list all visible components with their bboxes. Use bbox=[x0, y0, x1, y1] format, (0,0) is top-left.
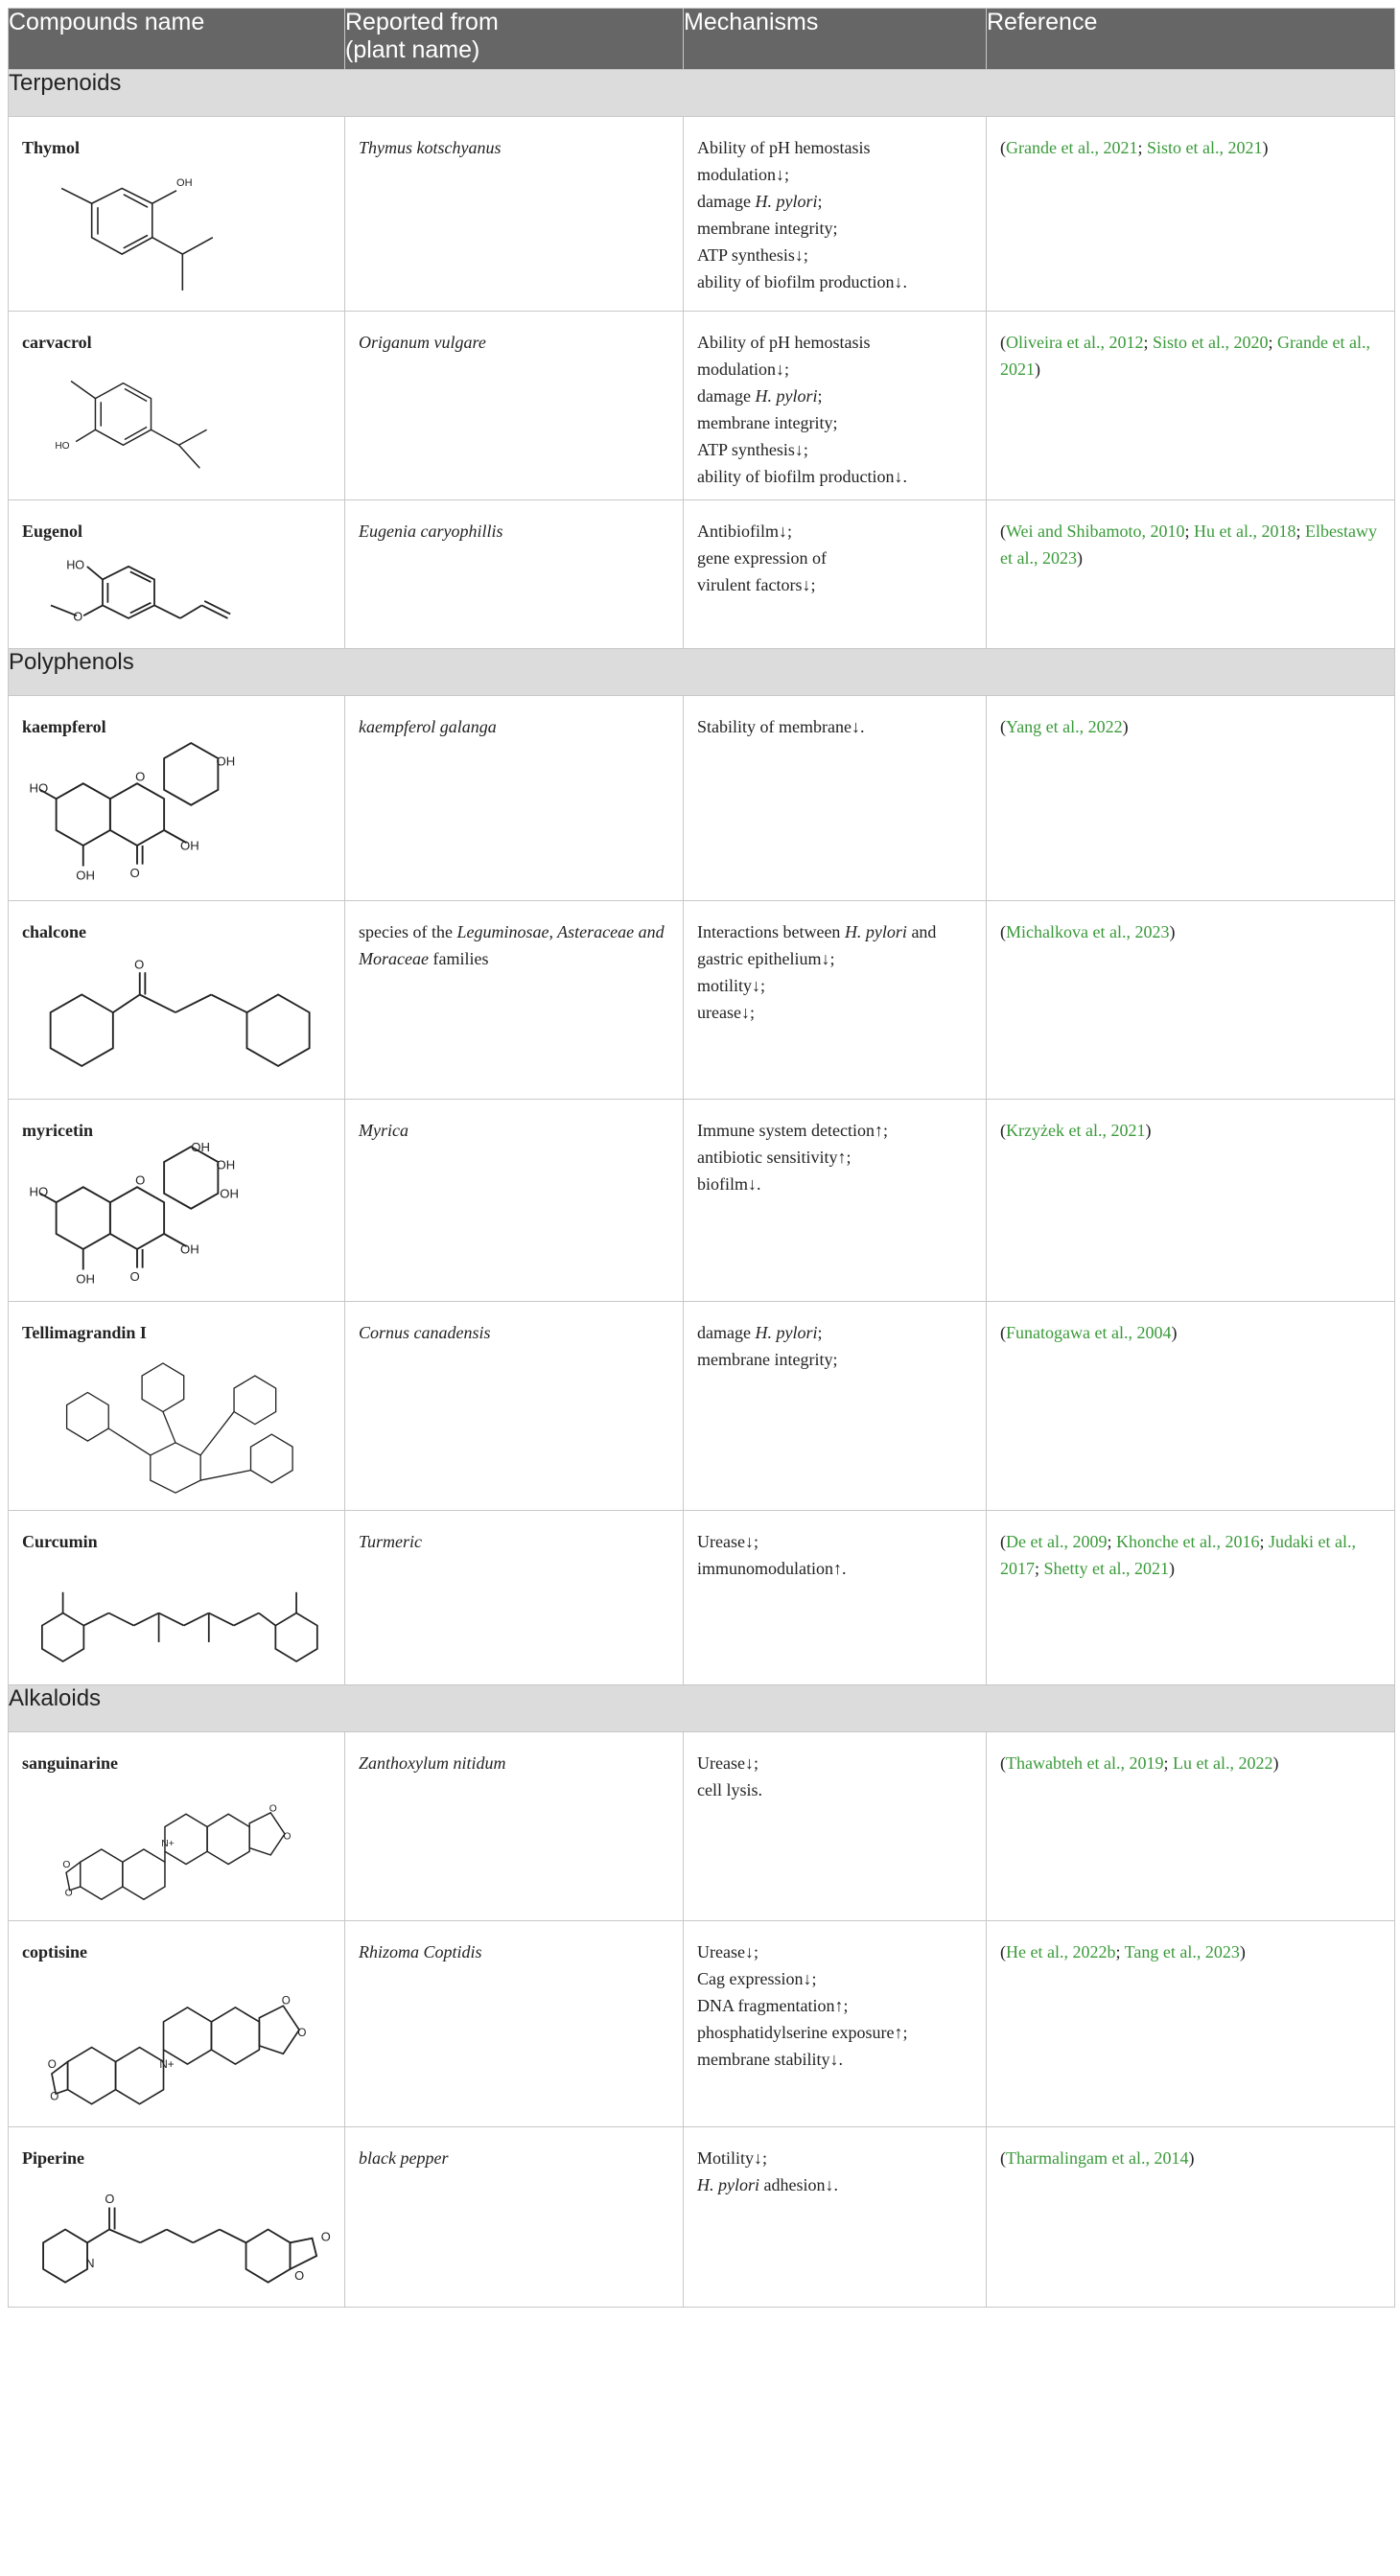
header-row bbox=[9, 9, 1395, 70]
reference-cell: (Krzyżek et al., 2021) bbox=[987, 1100, 1395, 1302]
compound-name: Tellimagrandin I bbox=[22, 1323, 147, 1342]
plant-cell: Rhizoma Coptidis bbox=[345, 1921, 684, 2127]
svg-text:HO: HO bbox=[29, 1184, 49, 1199]
reference-link[interactable]: Grande et al., 2021 bbox=[1006, 138, 1138, 157]
mechanisms-cell bbox=[684, 117, 987, 312]
mechanisms-cell bbox=[684, 1100, 987, 1302]
compound-name: Thymol bbox=[22, 138, 81, 157]
reference-link[interactable]: Krzyżek et al., 2021 bbox=[1006, 1121, 1146, 1140]
mechanisms-cell bbox=[684, 696, 987, 901]
compound-name: Eugenol bbox=[22, 522, 83, 541]
compound-cell bbox=[9, 2127, 345, 2308]
table-row bbox=[9, 2127, 1395, 2308]
mechanisms-cell bbox=[684, 1302, 987, 1511]
svg-text:OH: OH bbox=[180, 1242, 199, 1257]
mechanism-line: Urease↓; bbox=[697, 1532, 758, 1551]
svg-text:O: O bbox=[320, 2229, 331, 2244]
compound-name: sanguinarine bbox=[22, 1753, 119, 1773]
table-row bbox=[9, 901, 1395, 1100]
reference-link[interactable]: Khonche et al., 2016 bbox=[1115, 1532, 1260, 1551]
plant-cell: Thymus kotschyanus bbox=[345, 117, 684, 312]
table-row bbox=[9, 1302, 1395, 1511]
reference-link[interactable]: Yang et al., 2022 bbox=[1006, 717, 1123, 736]
table-row bbox=[9, 1511, 1395, 1685]
table-row bbox=[9, 500, 1395, 649]
piperine-structure-icon bbox=[22, 2175, 329, 2295]
svg-text:O: O bbox=[283, 1831, 292, 1843]
reference-cell: (Wei and Shibamoto, 2010; Hu et al., 2018; Elbestawy et al., 2023) bbox=[987, 500, 1395, 649]
mechanism-line: immunomodulation↑. bbox=[697, 1559, 847, 1578]
header-reference: Reference bbox=[987, 9, 1395, 70]
mechanism-line: gene expression of bbox=[697, 548, 827, 568]
mechanism-line: membrane stability↓. bbox=[697, 2050, 843, 2069]
plant-cell: black pepper bbox=[345, 2127, 684, 2308]
reference-link[interactable]: Elbestawy et al., 2023 bbox=[1000, 522, 1378, 568]
reference-link[interactable]: Grande et al., 2021 bbox=[1000, 333, 1370, 379]
mechanism-line: ATP synthesis↓; bbox=[697, 245, 808, 265]
mechanism-line: virulent factors↓; bbox=[697, 575, 816, 594]
reference-link[interactable]: He et al., 2022b bbox=[1006, 1942, 1116, 1961]
reference-link[interactable]: Hu et al., 2018 bbox=[1194, 522, 1296, 541]
mechanism-line: motility↓; bbox=[697, 976, 766, 995]
reference-cell: (De et al., 2009; Khonche et al., 2016; Judaki et al., 2017; Shetty et al., 2021) bbox=[987, 1511, 1395, 1685]
mechanism-line: DNA fragmentation↑; bbox=[697, 1996, 849, 2015]
svg-text:O: O bbox=[73, 610, 83, 624]
reference-link[interactable]: Sisto et al., 2020 bbox=[1152, 333, 1269, 352]
mechanism-line: urease↓; bbox=[697, 1003, 755, 1022]
svg-text:OH: OH bbox=[76, 868, 95, 883]
reference-link[interactable]: Sisto et al., 2021 bbox=[1146, 138, 1263, 157]
mechanisms-cell bbox=[684, 312, 987, 500]
mechanism-line: ability of biofilm production↓. bbox=[697, 467, 907, 486]
mechanisms-cell bbox=[684, 1732, 987, 1921]
section-header-row bbox=[9, 1685, 1395, 1732]
mechanisms-cell bbox=[684, 500, 987, 649]
mechanism-line: damage H. pylori; bbox=[697, 1323, 823, 1342]
mechanism-line: Urease↓; bbox=[697, 1753, 758, 1773]
svg-text:O: O bbox=[129, 1268, 140, 1284]
compound-cell bbox=[9, 312, 345, 500]
mechanism-line: Cag expression↓; bbox=[697, 1969, 817, 1988]
myricetin-structure-icon bbox=[22, 1139, 252, 1291]
plant-cell: Cornus canadensis bbox=[345, 1302, 684, 1511]
reference-cell: (Grande et al., 2021; Sisto et al., 2021) bbox=[987, 117, 1395, 312]
svg-text:N: N bbox=[85, 2256, 95, 2271]
svg-text:O: O bbox=[135, 769, 146, 784]
mechanisms-cell bbox=[684, 2127, 987, 2308]
svg-text:O: O bbox=[268, 1803, 277, 1815]
table-body bbox=[9, 70, 1395, 2308]
mechanism-line: membrane integrity; bbox=[697, 219, 838, 238]
reference-cell: (Yang et al., 2022) bbox=[987, 696, 1395, 901]
reference-link[interactable]: Judaki et al., 2017 bbox=[1000, 1532, 1356, 1578]
chalcone-structure-icon bbox=[22, 949, 329, 1079]
compound-cell bbox=[9, 1921, 345, 2127]
compound-name: carvacrol bbox=[22, 333, 92, 352]
reference-link[interactable]: Oliveira et al., 2012 bbox=[1006, 333, 1144, 352]
reference-cell: (Michalkova et al., 2023) bbox=[987, 901, 1395, 1100]
reference-link[interactable]: Wei and Shibamoto, 2010 bbox=[1006, 522, 1185, 541]
mechanism-line: modulation↓; bbox=[697, 360, 789, 379]
plant-cell: Eugenia caryophillis bbox=[345, 500, 684, 649]
table-row bbox=[9, 1921, 1395, 2127]
mechanism-line: ATP synthesis↓; bbox=[697, 440, 808, 459]
compound-name: chalcone bbox=[22, 922, 86, 941]
svg-text:N+: N+ bbox=[161, 1839, 175, 1850]
svg-text:OH: OH bbox=[216, 754, 236, 769]
compounds-table bbox=[8, 8, 1395, 2308]
header-compounds-name: Compounds name bbox=[9, 9, 345, 70]
header-reported-from: Reported from (plant name) bbox=[345, 9, 684, 70]
reference-link[interactable]: Tang et al., 2023 bbox=[1124, 1942, 1240, 1961]
svg-text:OH: OH bbox=[180, 838, 199, 853]
svg-text:O: O bbox=[50, 2090, 59, 2103]
svg-text:OH: OH bbox=[76, 1271, 95, 1287]
table-row bbox=[9, 1732, 1395, 1921]
mechanism-line: Stability of membrane↓. bbox=[697, 717, 865, 736]
svg-text:OH: OH bbox=[220, 1186, 239, 1201]
svg-text:O: O bbox=[135, 1172, 146, 1188]
svg-text:O: O bbox=[297, 2026, 307, 2039]
compound-cell bbox=[9, 1100, 345, 1302]
compound-cell bbox=[9, 1302, 345, 1511]
mechanism-line: Interactions between H. pylori and bbox=[697, 922, 937, 941]
compound-cell bbox=[9, 901, 345, 1100]
mechanisms-cell bbox=[684, 1511, 987, 1685]
mechanism-line: Ability of pH hemostasis bbox=[697, 333, 871, 352]
mechanism-line: modulation↓; bbox=[697, 165, 789, 184]
svg-text:OH: OH bbox=[176, 177, 193, 190]
plant-cell: Myrica bbox=[345, 1100, 684, 1302]
compound-cell bbox=[9, 1732, 345, 1921]
svg-text:HO: HO bbox=[55, 440, 70, 452]
compound-cell bbox=[9, 696, 345, 901]
svg-text:O: O bbox=[129, 865, 140, 880]
svg-text:O: O bbox=[62, 1860, 71, 1871]
reference-link[interactable]: Michalkova et al., 2023 bbox=[1006, 922, 1170, 941]
svg-text:O: O bbox=[294, 2267, 305, 2283]
compound-cell bbox=[9, 500, 345, 649]
table-row bbox=[9, 117, 1395, 312]
svg-text:HO: HO bbox=[29, 780, 49, 796]
mechanism-line: Motility↓; bbox=[697, 2148, 768, 2168]
reference-link[interactable]: De et al., 2009 bbox=[1006, 1532, 1108, 1551]
compound-name: Curcumin bbox=[22, 1532, 98, 1551]
table-row bbox=[9, 696, 1395, 901]
tellimagrandin-structure-icon bbox=[22, 1350, 329, 1500]
section-header-row bbox=[9, 649, 1395, 696]
mechanism-line: membrane integrity; bbox=[697, 1350, 838, 1369]
reference-link[interactable]: Lu et al., 2022 bbox=[1172, 1753, 1273, 1773]
mechanism-line: ability of biofilm production↓. bbox=[697, 272, 907, 291]
mechanism-line: biofilm↓. bbox=[697, 1174, 761, 1194]
mechanism-line: Antibiofilm↓; bbox=[697, 522, 792, 541]
mechanism-line: Urease↓; bbox=[697, 1942, 758, 1961]
mechanism-line: Ability of pH hemostasis bbox=[697, 138, 871, 157]
coptisine-structure-icon bbox=[22, 1969, 329, 2117]
svg-text:OH: OH bbox=[191, 1139, 210, 1154]
eugenol-structure-icon bbox=[22, 548, 252, 635]
reference-link[interactable]: Tharmalingam et al., 2014 bbox=[1006, 2148, 1189, 2168]
header-mechanisms: Mechanisms bbox=[684, 9, 987, 70]
plant-cell: Origanum vulgare bbox=[345, 312, 684, 500]
thymol-structure-icon bbox=[22, 165, 252, 301]
section-title: Polyphenols bbox=[9, 649, 1395, 696]
section-title: Alkaloids bbox=[9, 1685, 1395, 1732]
mechanism-line: H. pylori adhesion↓. bbox=[697, 2175, 838, 2194]
svg-text:HO: HO bbox=[66, 558, 85, 572]
section-title: Terpenoids bbox=[9, 70, 1395, 117]
mechanisms-cell bbox=[684, 901, 987, 1100]
svg-text:O: O bbox=[134, 957, 145, 972]
plant-cell: kaempferol galanga bbox=[345, 696, 684, 901]
curcumin-structure-icon bbox=[22, 1559, 329, 1674]
compound-name: Piperine bbox=[22, 2148, 84, 2168]
reference-cell: (Tharmalingam et al., 2014) bbox=[987, 2127, 1395, 2308]
plant-cell: species of the Leguminosae, Asteraceae and Moraceae families bbox=[345, 901, 684, 1100]
svg-text:O: O bbox=[47, 2058, 57, 2072]
reference-cell: (Funatogawa et al., 2004) bbox=[987, 1302, 1395, 1511]
compound-cell bbox=[9, 1511, 345, 1685]
mechanism-line: antibiotic sensitivity↑; bbox=[697, 1148, 852, 1167]
mechanism-line: phosphatidylserine exposure↑; bbox=[697, 2023, 908, 2042]
mechanisms-cell bbox=[684, 1921, 987, 2127]
compound-cell bbox=[9, 117, 345, 312]
svg-text:O: O bbox=[281, 1994, 291, 2007]
mechanism-line: Immune system detection↑; bbox=[697, 1121, 888, 1140]
mechanism-line: damage H. pylori; bbox=[697, 192, 823, 211]
mechanism-line: gastric epithelium↓; bbox=[697, 949, 835, 968]
mechanism-line: damage H. pylori; bbox=[697, 386, 823, 406]
plant-cell: Zanthoxylum nitidum bbox=[345, 1732, 684, 1921]
svg-text:N+: N+ bbox=[159, 2058, 175, 2072]
mechanism-line: cell lysis. bbox=[697, 1780, 762, 1799]
mechanism-line: membrane integrity; bbox=[697, 413, 838, 432]
reference-link[interactable]: Thawabteh et al., 2019 bbox=[1006, 1753, 1164, 1773]
section-header-row bbox=[9, 70, 1395, 117]
svg-text:OH: OH bbox=[216, 1157, 236, 1172]
sanguinarine-structure-icon bbox=[22, 1780, 329, 1911]
reference-cell: (Thawabteh et al., 2019; Lu et al., 2022) bbox=[987, 1732, 1395, 1921]
reference-link[interactable]: Shetty et al., 2021 bbox=[1043, 1559, 1169, 1578]
svg-text:O: O bbox=[64, 1888, 73, 1899]
table-row bbox=[9, 312, 1395, 500]
compound-name: kaempferol bbox=[22, 717, 106, 736]
carvacrol-structure-icon bbox=[22, 360, 252, 481]
table-row bbox=[9, 1100, 1395, 1302]
svg-text:O: O bbox=[105, 2191, 115, 2206]
reference-cell: (He et al., 2022b; Tang et al., 2023) bbox=[987, 1921, 1395, 2127]
reference-link[interactable]: Funatogawa et al., 2004 bbox=[1006, 1323, 1172, 1342]
reference-cell: (Oliveira et al., 2012; Sisto et al., 2020; Grande et al., 2021) bbox=[987, 312, 1395, 500]
compound-name: myricetin bbox=[22, 1121, 93, 1140]
plant-cell: Turmeric bbox=[345, 1511, 684, 1685]
kaempferol-structure-icon bbox=[22, 744, 252, 888]
compound-name: coptisine bbox=[22, 1942, 88, 1961]
